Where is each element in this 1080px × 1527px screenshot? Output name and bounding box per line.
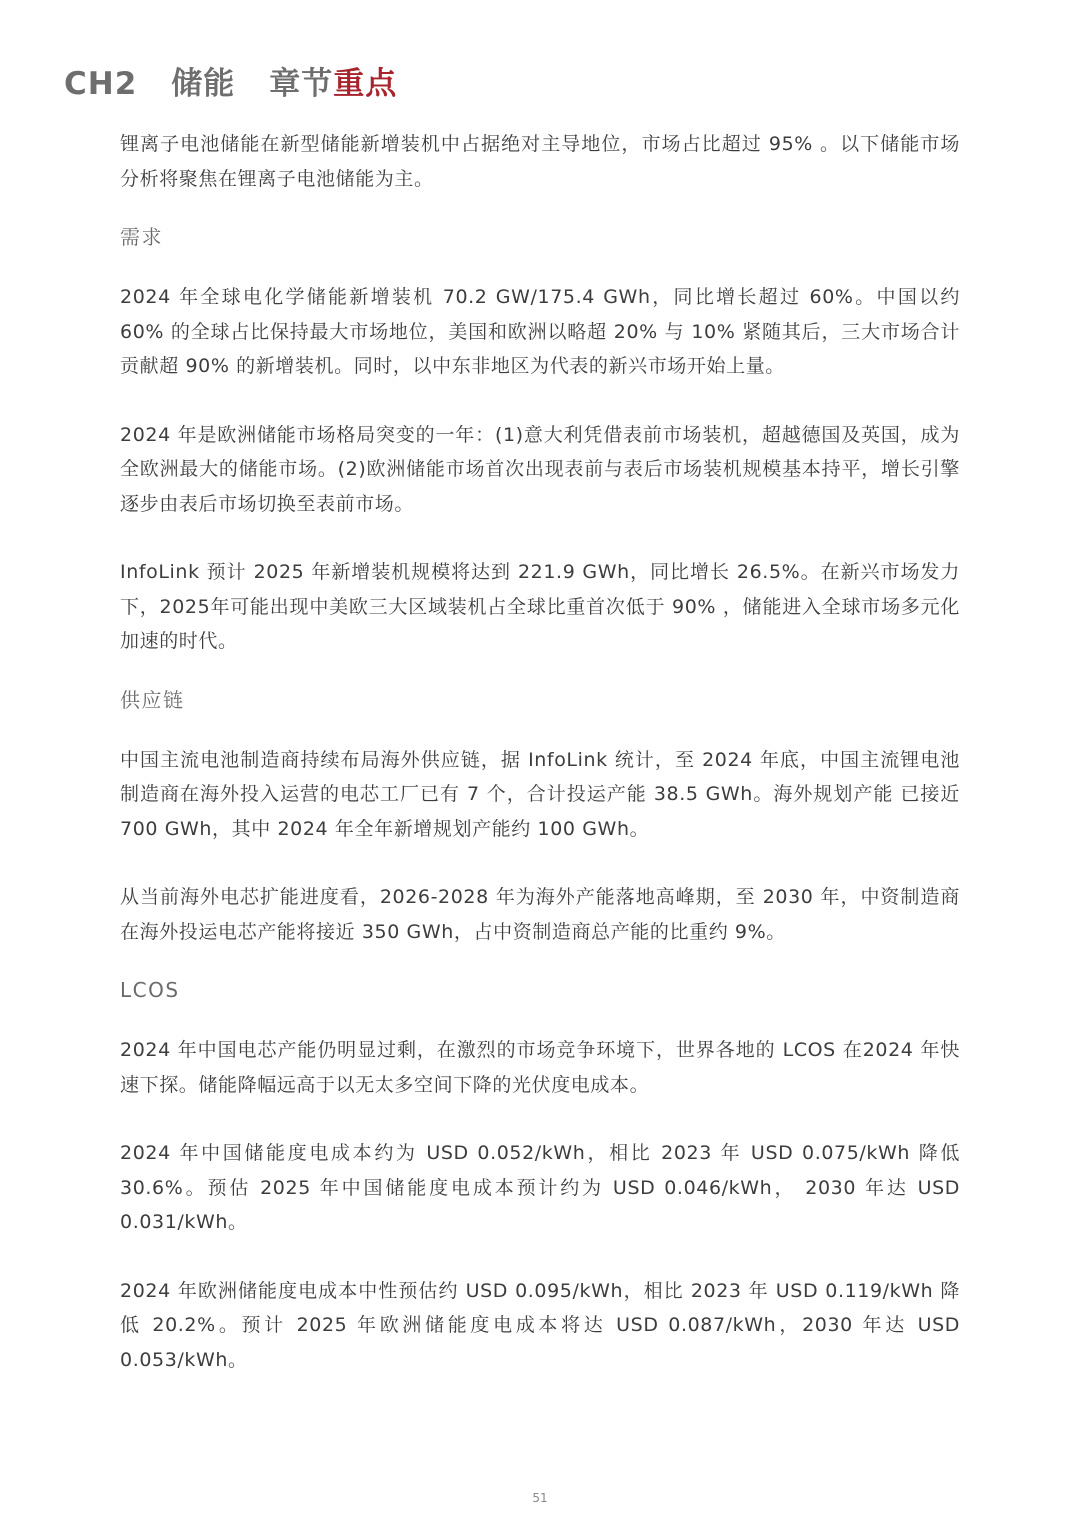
supply-paragraph: 中国主流电池制造商持续布局海外供应链，据 InfoLink 统计，至 2024 年底，中国主流锂电池制造商在海外投入运营的电芯工厂已有 7 个，合计投运产能 38.5 GWh。海外规划产能 已接近 700 GWh，其中 2024 年全年新增规划产能约 100 GWh。 [120, 748, 960, 840]
page-title [64, 58, 397, 103]
supply-paragraph: 从当前海外电芯扩能进度看，2026-2028 年为海外产能落地高峰期，至 2030 年，中资制造商在海外投运电芯产能将接近 350 GWh，占中资制造商总产能的比重约 9%。 [120, 886, 960, 943]
main-content [120, 127, 960, 1377]
section-heading-lcos: LCOS [120, 978, 180, 1002]
title-plain: 章节 [269, 66, 334, 102]
demand-paragraph: 2024 年是欧洲储能市场格局突变的一年：(1)意大利凭借表前市场装机，超越德国及英国，成为全欧洲最大的储能市场。(2)欧洲储能市场首次出现表前与表后市场装机规模基本持平，增长引擎逐步由表后市场切换至表前市场。 [120, 423, 960, 515]
intro-paragraph: 锂离子电池储能在新型储能新增装机中占据绝对主导地位，市场占比超过 95% 。以下储能市场分析将聚焦在锂离子电池储能为主。 [120, 133, 960, 190]
page-number: 51 [532, 1491, 548, 1505]
lcos-paragraph: 2024 年欧洲储能度电成本中性预估约 USD 0.095/kWh，相比 2023 年 USD 0.119/kWh 降低 20.2%。预计 2025 年欧洲储能度电成本将达 USD 0.087/kWh，2030 年达 USD 0.053/kWh。 [120, 1279, 960, 1371]
demand-paragraph: 2024 年全球电化学储能新增装机 70.2 GW/175.4 GWh，同比增长超过 60%。中国以约 60% 的全球占比保持最大市场地位，美国和欧洲以略超 20% 与 10% 紧随其后，三大市场合计贡献超 90% 的新增装机。同时，以中东非地区为代表的新兴市场开始上量。 [120, 286, 960, 377]
chapter-label: CH2 [64, 66, 138, 102]
demand-paragraph: InfoLink 预计 2025 年新增装机规模将达到 221.9 GWh，同比增长 26.5%。在新兴市场发力下，2025年可能出现中美欧三大区域装机占全球比重首次低于 90% ，储能进入全球市场多元化加速的时代。 [120, 561, 960, 652]
section-heading-demand: 需求 [120, 225, 163, 249]
chapter-topic: 储能 [171, 66, 236, 102]
lcos-paragraph: 2024 年中国电芯产能仍明显过剩，在激烈的市场竞争环境下，世界各地的 LCOS 在2024 年快速下探。储能降幅远高于以无太多空间下降的光伏度电成本。 [120, 1039, 960, 1096]
section-heading-supply: 供应链 [120, 687, 185, 712]
title-accent: 重点 [333, 66, 398, 102]
lcos-paragraph: 2024 年中国储能度电成本约为 USD 0.052/kWh，相比 2023 年 USD 0.075/kWh 降低 30.6%。预估 2025 年中国储能度电成本预计约为 USD 0.046/kWh， 2030 年达 USD 0.031/kWh。 [120, 1142, 960, 1233]
